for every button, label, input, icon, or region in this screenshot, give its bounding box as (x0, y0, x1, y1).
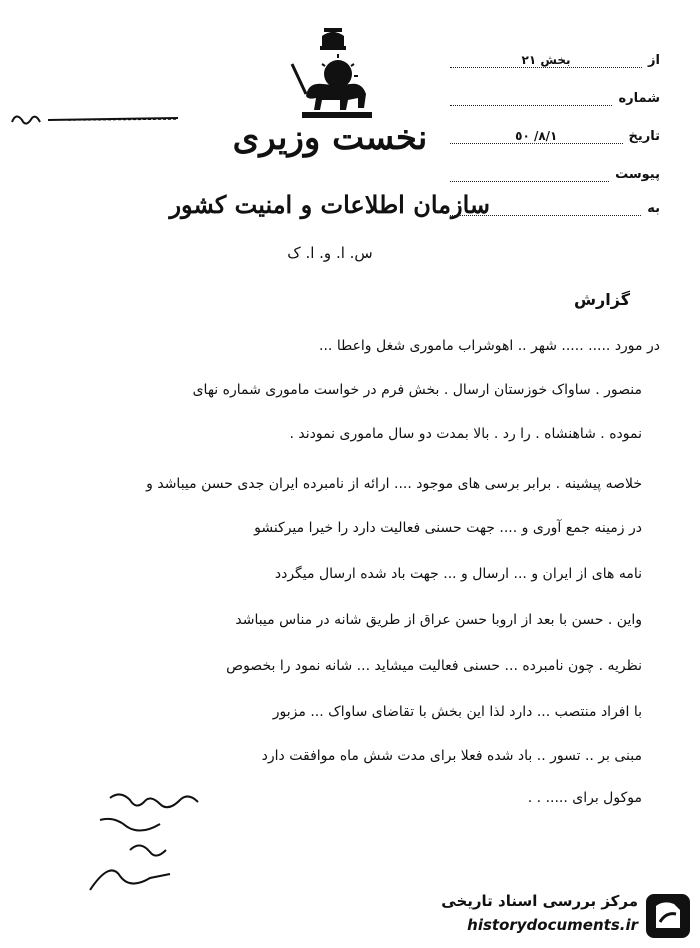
report-line: نموده . شاهنشاه . را رد . بالا بمدت دو سال ماموری نمودند . (289, 426, 642, 442)
meta-from-value: بخش ٢١ (521, 53, 571, 67)
meta-attachment-field (450, 160, 660, 182)
document-archive-icon (644, 892, 692, 940)
meta-from-field (450, 46, 660, 68)
meta-to-field (450, 194, 660, 216)
meta-number-field (450, 84, 660, 106)
reference-code: س. ا. و. ا. ک (287, 244, 373, 262)
report-line: در زمینه جمع آوری و .... جهت حسنی فعالیت دارد را خیرا میرکنشو (254, 520, 642, 536)
archive-org-name: مرکز بررسی اسناد تاریخی (441, 892, 638, 910)
report-line: با افراد منتصب ... دارد لذا این بخش با تقاضای ساواک ... مزبور (272, 704, 642, 720)
report-heading: گزارش (573, 290, 630, 309)
meta-date-label: تاریخ (628, 129, 660, 144)
archive-watermark (416, 888, 696, 946)
report-line: نظریه . چون نامبرده ... حسنی فعالیت میشاید ... شانه نمود را بخصوص (226, 658, 642, 674)
report-line: موکول برای ..... . . (527, 790, 642, 806)
archive-url-link[interactable]: historydocuments.ir (467, 916, 638, 934)
meta-date-field (450, 122, 660, 144)
lion-and-sun-emblem-icon (278, 24, 388, 124)
report-line: منصور . ساواک خوزستان ارسال . بخش فرم در خواست ماموری شماره نهای (192, 382, 642, 398)
handwritten-scribble-icon (8, 108, 188, 136)
meta-number-label: شماره (618, 91, 660, 106)
ministry-title: نخست وزیری (232, 118, 428, 158)
meta-attachment-label: پیوست (615, 167, 660, 182)
report-line: نامه های از ایران و ... ارسال و ... جهت باد شده ارسال میگردد (274, 566, 642, 582)
handwritten-signature-icon (70, 780, 230, 900)
report-line: در مورد ..... ..... شهر .. اهوشراب ماموری شغل واعطا ... (319, 338, 660, 354)
report-line: خلاصه پیشینه . برابر برسی های موجود .... ارائه از نامبرده ایران جدی حسن میباشد و (146, 476, 642, 492)
report-line: مبنی بر .. تسور .. باد شده فعلا برای مدت شش ماه موافقت دارد (261, 748, 642, 764)
meta-to-label: به (647, 201, 660, 216)
meta-from-label: از (648, 53, 660, 68)
report-line: واین . حسن با بعد از اروبا حسن عراق از طریق شانه در مناس میباشد (235, 612, 642, 628)
organization-title: سازمان اطلاعات و امنیت کشور (169, 190, 490, 219)
meta-date-value: ٨/١/ ٥٠ (515, 129, 558, 143)
